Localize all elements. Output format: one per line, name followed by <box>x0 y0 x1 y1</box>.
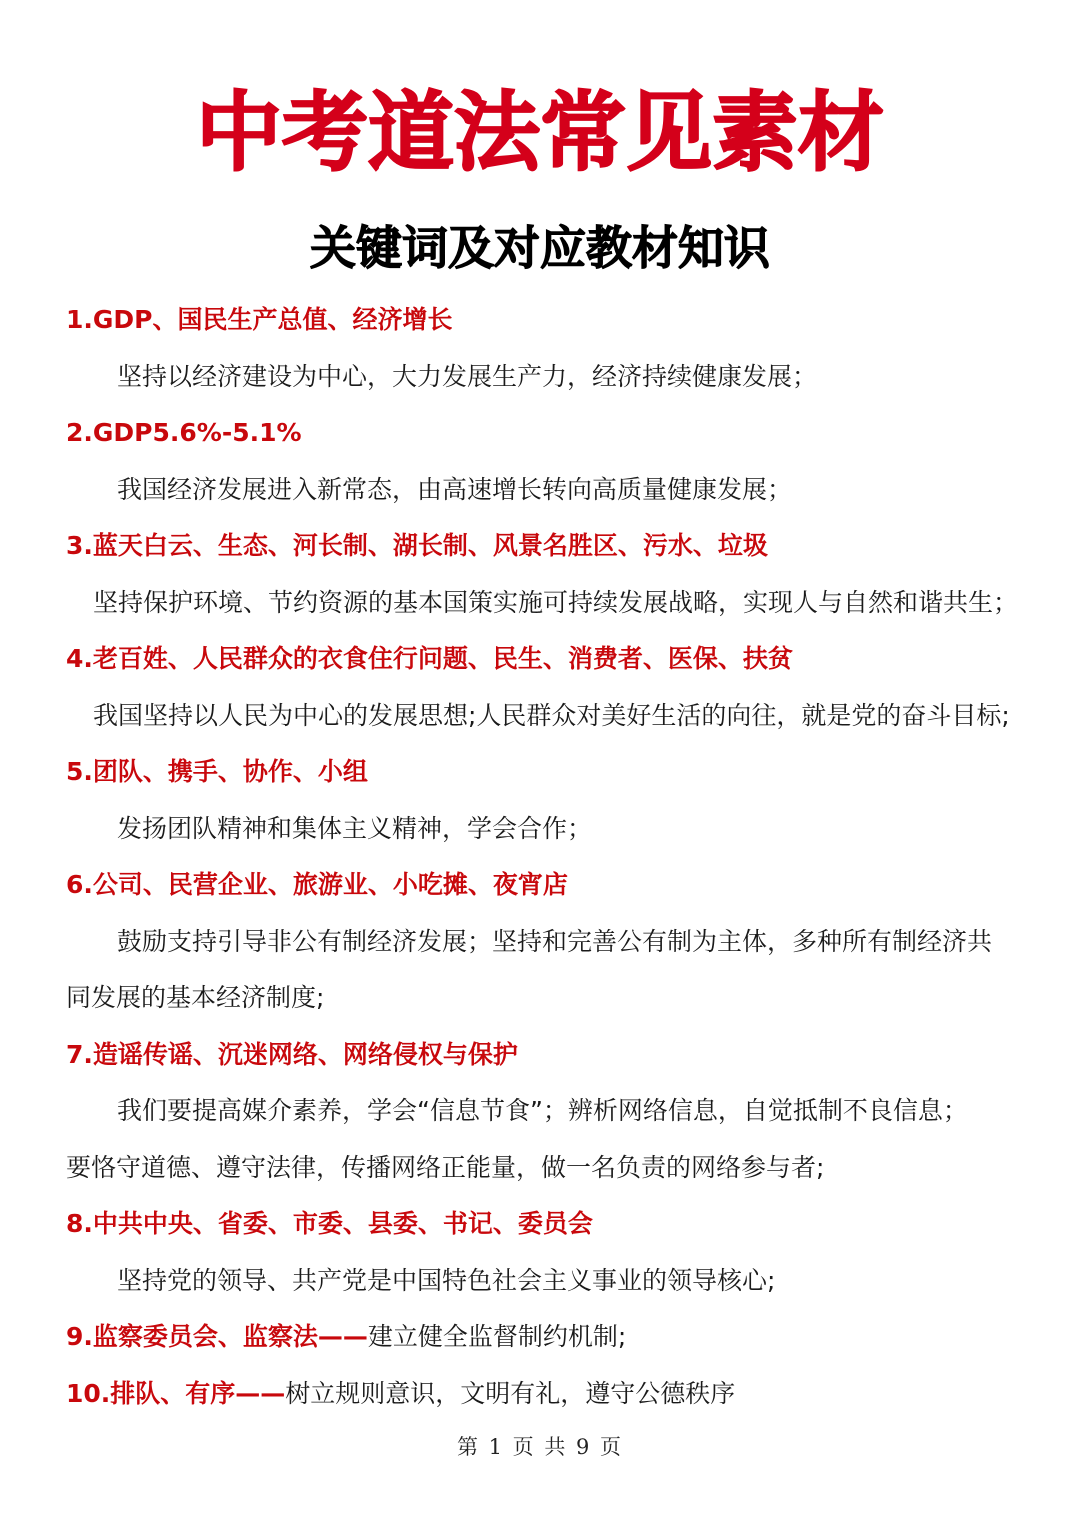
knowledge-text: 坚持以经济建设为中心，大力发展生产力，经济持续健康发展； <box>117 361 818 391</box>
keyword-heading: 10.排队、有序—— <box>66 1378 286 1408</box>
knowledge-text: 坚持党的领导、共产党是中国特色社会主义事业的领导核心; <box>117 1265 776 1295</box>
knowledge-text: 建立健全监督制约机制; <box>367 1322 627 1351</box>
knowledge-text: 我国坚持以人民为中心的发展思想;人民群众对美好生活的向往，就是党的奋斗目标; <box>93 700 1010 730</box>
knowledge-text: 鼓励支持引导非公有制经济发展；坚持和完善公有制为主体，多种所有制经济共 <box>117 926 993 956</box>
keyword-item-3 <box>66 518 1066 631</box>
page-number: 第 1 页 共 9 页 <box>456 1435 624 1459</box>
keyword-heading: 9.监察委员会、监察法—— <box>66 1322 368 1351</box>
keyword-item-4 <box>66 631 1066 744</box>
knowledge-text: 我们要提高媒介素养，学会“信息节食”；辨析网络信息，自觉抵制不良信息； <box>117 1096 968 1125</box>
page-subtitle: 关键词及对应教材知识 <box>310 221 770 275</box>
keyword-list <box>66 292 1066 1422</box>
keyword-item-6 <box>66 857 1066 1027</box>
knowledge-text: 发扬团队精神和集体主义精神，学会合作； <box>117 813 593 843</box>
keyword-item-5 <box>66 744 1066 857</box>
keyword-item-7 <box>66 1027 1066 1197</box>
keyword-heading: 6.公司、民营企业、旅游业、小吃摊、夜宵店 <box>66 870 568 899</box>
keyword-line <box>66 1366 1066 1423</box>
keyword-heading: 7.造谣传谣、沉迷网络、网络侵权与保护 <box>66 1039 518 1069</box>
keyword-item-1 <box>66 292 1066 405</box>
knowledge-text: 树立规则意识，文明有礼，遵守公德秩序 <box>285 1378 736 1408</box>
keyword-heading: 4.老百姓、人民群众的衣食住行问题、民生、消费者、医保、扶贫 <box>66 644 793 673</box>
keyword-item-10 <box>66 1366 1066 1423</box>
keyword-heading: 3.蓝天白云、生态、河长制、湖长制、风景名胜区、污水、垃圾 <box>66 531 768 560</box>
keyword-heading: 5.团队、携手、协作、小组 <box>66 757 368 786</box>
keyword-heading: 2.GDP5.6%-5.1% <box>66 418 302 447</box>
keyword-item-8 <box>66 1196 1066 1309</box>
knowledge-text-continued: 同发展的基本经济制度; <box>66 983 325 1012</box>
keyword-line <box>66 1309 1066 1366</box>
keyword-item-9 <box>66 1309 1066 1366</box>
knowledge-text-continued: 要恪守道德、遵守法律，传播网络正能量，做一名负责的网络参与者; <box>66 1152 825 1182</box>
keyword-heading: 1.GDP、国民生产总值、经济增长 <box>66 305 453 334</box>
page-title: 中考道法常见素材 <box>196 83 884 183</box>
keyword-heading: 8.中共中央、省委、市委、县委、书记、委员会 <box>66 1209 593 1238</box>
keyword-item-2 <box>66 405 1066 518</box>
knowledge-text: 我国经济发展进入新常态，由高速增长转向高质量健康发展； <box>117 474 793 504</box>
knowledge-text: 坚持保护环境、节约资源的基本国策实施可持续发展战略，实现人与自然和谐共生； <box>93 587 1019 617</box>
